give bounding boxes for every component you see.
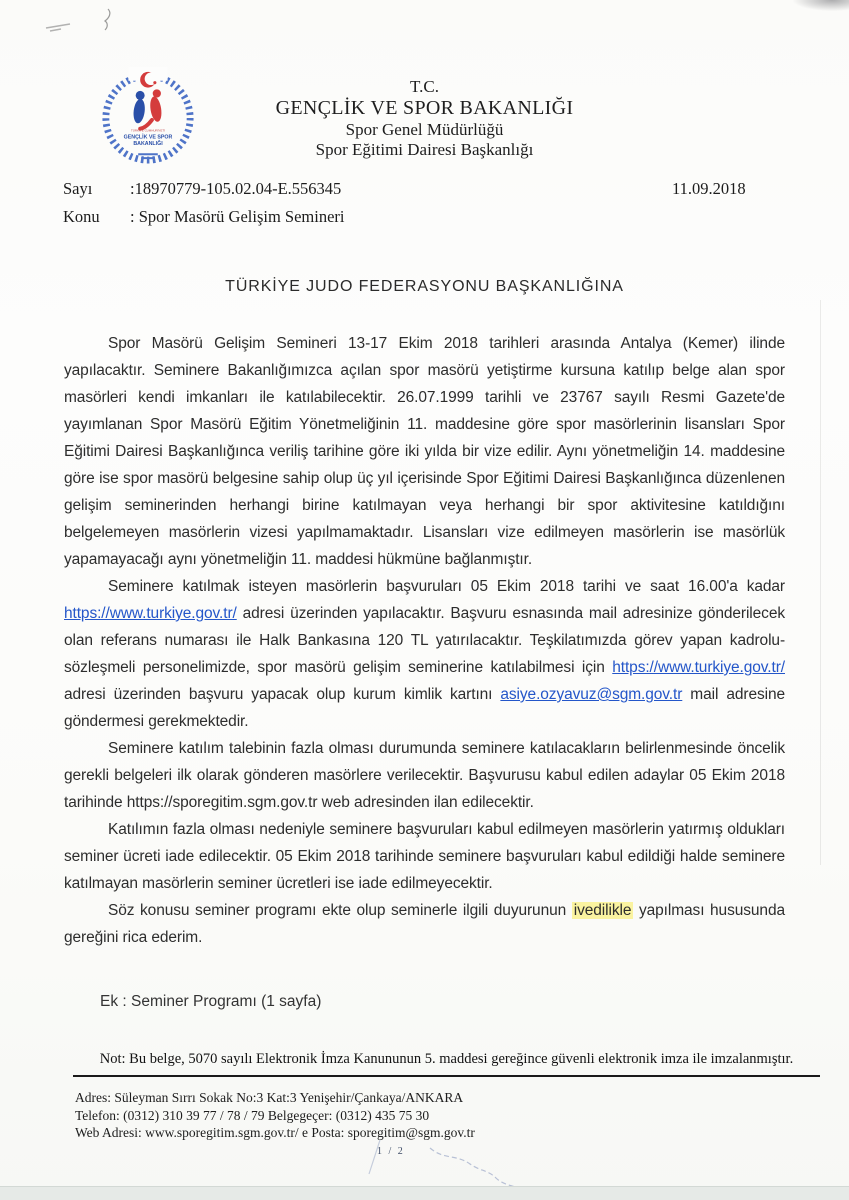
p5-text-1: Söz konusu seminer programı ekte olup seminerle ilgili duyurunun — [108, 902, 572, 919]
p2-text-1: Seminere katılmak isteyen masörlerin başvuruları 05 Ekim 2018 tarihi ve saat 16.00'a kadar — [108, 578, 785, 595]
paragraph-3: Seminere katılım talebinin fazla olması durumunda seminere katılacakların belirlenmesinde öncelik gerekli belgeleri ilk olarak gönderen masörlere verilecektir. Başvurusu kabul edilen adaylar 05 Ekim 2018 tarihinde https://sporegitim.sgm.gov.tr web adresinden ilan edilecektir. — [64, 740, 785, 811]
logo-ministry-text: GENÇLİK VE SPOR — [123, 134, 173, 141]
konu-value: : Spor Masörü Gelişim Semineri — [130, 207, 345, 226]
paragraph-4: Katılımın fazla olması nedeniyle seminere başvuruları kabul edilmeyen masörlerin yatırmış oldukları seminer ücreti iade edilecektir. 05 Ekim 2018 tarihinde seminere başvuruları kabul edildiği halde seminere katılmayan masörlerin seminer ücretleri ise iade edilmeyecektir. — [64, 821, 785, 892]
konu-label: Konu — [63, 207, 100, 226]
logo-country-text: TÜRKİYE CUMHURİYETİ — [131, 128, 165, 133]
letterhead-ministry: GENÇLİK VE SPOR BAKANLIĞI — [275, 97, 574, 119]
turkiye-gov-link-2[interactable]: https://www.turkiye.gov.tr/ — [612, 659, 785, 676]
address-line: Adres: Süleyman Sırrı Sokak No:3 Kat:3 Yenişehir/Çankaya/ANKARA — [75, 1090, 464, 1105]
letterhead-department: Spor Eğitimi Dairesi Başkanlığı — [315, 140, 534, 159]
p2-text-2: adresi üzerinden yapılacaktır. Başvuru esnasında mail adresinize gönderilecek olan referans numarası ile Halk Bankasına 120 TL yatırılacaktır. Teşkilatımızda görev yapan kadrolu-sözleşmeli personelimizde, spor masörü gelişim seminerine katılabilmesi için — [64, 605, 785, 676]
pen-marks — [0, 0, 200, 60]
highlighted-word: ivedilikle — [573, 902, 632, 919]
sayi-label: Sayı — [63, 179, 93, 198]
p2-text-3: adresi üzerinden başvuru yapacak olup kurum kimlik kartını — [64, 686, 501, 703]
email-link[interactable]: asiye.ozyavuz@sgm.gov.tr — [500, 686, 683, 703]
p5-text-2: yapılması hususunda gereğini rica ederim. — [64, 902, 785, 946]
letterhead — [0, 76, 849, 160]
p2-text-4: mail adresine göndermesi gerekmektedir. — [64, 686, 785, 730]
sayi-value: :18970779-105.02.04-E.556345 — [130, 179, 342, 198]
letter-body — [64, 330, 785, 951]
document-date: 11.09.2018 — [672, 179, 746, 198]
letterhead-tc: T.C. — [410, 77, 439, 96]
document-meta — [63, 179, 344, 235]
paragraph-5 — [64, 897, 785, 951]
turkiye-gov-link-1[interactable]: https://www.turkiye.gov.tr/ — [64, 605, 237, 622]
recipient-title: TÜRKİYE JUDO FEDERASYONU BAŞKANLIĞINA — [225, 278, 624, 295]
scan-edge-band — [0, 1186, 849, 1200]
scan-artifact-line — [820, 300, 821, 865]
signature-note — [73, 1051, 820, 1077]
phone-line: Telefon: (0312) 310 39 77 / 78 / 79 Belgegeçer: (0312) 435 75 30 — [75, 1107, 430, 1123]
page-number: 1 / 2 — [377, 1146, 405, 1157]
signature-note-text: Not: Bu belge, 5070 sayılı Elektronik İmza Kanununun 5. maddesi gereğince güvenli elektronik imza ile imzalanmıştır. — [99, 1051, 794, 1067]
paragraph-1: Spor Masörü Gelişim Semineri 13-17 Ekim 2018 tarihleri arasında Antalya (Kemer) ilinde yapılacaktır. Seminere Bakanlığımızca açılan spor masörü yetiştirme kursuna katılıp belge alan spor masörleri kendi imkanları ile katılabilecektir. 26.07.1999 tarihli ve 23767 sayılı Resmi Gazete'de yayımlanan Spor Masörü Eğitim Yönetmeliğinin 11. maddesine göre spor masörlerinin lisansları Spor Eğitimi Dairesi Başkanlığınca veriliş tarihine göre iki yılda bir vize edilir. Aynı yönetmeliğin 14. maddesine göre ise spor masörü belgesine sahip olup üç yıl içerisinde Spor Eğitimi Dairesi Başkanlığınca düzenlenen gelişim seminerinden herhangi birine katılmayan veya herhangi bir spor aktivitesine katıldığını belgelemeyen masörlerin vizesi yapılmamaktadır. Lisansları vize edilmeyen masörlerin ise masörlük yapamayacağı aynı yönetmeliğin 11. maddesi hükmüne bağlanmıştır. — [64, 335, 785, 568]
letterhead-directorate: Spor Genel Müdürlüğü — [345, 120, 504, 139]
scan-smudge — [793, 0, 849, 11]
konu-row — [63, 207, 344, 227]
logo-ministry-text2: BAKANLIĞI — [133, 140, 163, 147]
address-block — [75, 1089, 475, 1142]
sayi-row — [63, 179, 344, 199]
web-email-line: Web Adresi: www.sporegitim.sgm.gov.tr/ e Posta: sporegitim@sgm.gov.tr — [75, 1125, 475, 1140]
attachment-line: Ek : Seminer Programı (1 sayfa) — [100, 993, 322, 1010]
paragraph-2 — [64, 573, 785, 735]
